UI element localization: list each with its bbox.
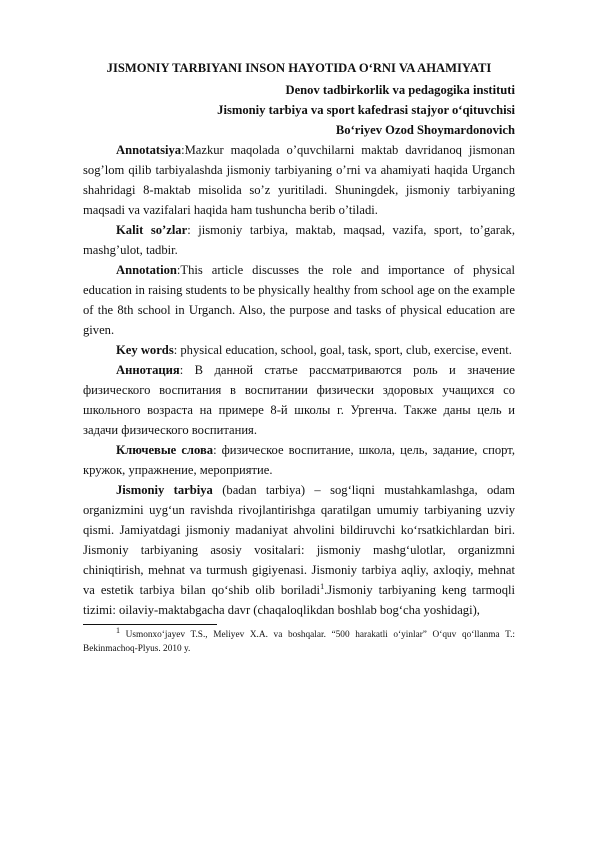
footnote-number: 1 [116, 625, 120, 635]
kalit-paragraph [83, 220, 515, 260]
body-text-end: .Jismoniy tarbiyaning keng tarmoqli tizimi: oilaviy-maktabgacha davr (chaqaloqlikdan boshlab bog‘cha yoshidagi), [83, 583, 516, 617]
klyuchevye-text: : физическое воспитание, школа, цель, задание, спорт, кружок, упражнение, мероприятие. [83, 443, 515, 477]
annotaciya-ru-text: : В данной статье рассматриваются роль и значение физического воспитания в воспитании физически здоровых учащихся со школьного возраста на примере 8-й школы г. Ургенча. Также даны цель и задачи физического воспитания. [83, 363, 515, 437]
keywords-text: : physical education, school, goal, task, sport, club, exercise, event. [173, 343, 512, 357]
keywords-paragraph [83, 340, 515, 360]
annotatsiya-paragraph [83, 140, 515, 220]
body-paragraph [83, 480, 515, 620]
footnote-divider [83, 624, 217, 625]
footnote-reference: 1 [320, 581, 325, 591]
annotation-label: Annotation [116, 263, 177, 277]
klyuchevye-paragraph [83, 440, 515, 480]
kalit-text: : jismoniy tarbiya, maktab, maqsad, vazifa, sport, to’garak, mashg’ulot, tadbir. [83, 223, 515, 257]
affiliation-institute: Denov tadbirkorlik va pedagogika instituti [285, 83, 515, 97]
keywords-label: Key words [116, 343, 174, 357]
annotation-paragraph [83, 260, 515, 340]
annotatsiya-label: Annotatsiya [116, 143, 182, 157]
klyuchevye-label: Ключевые слова [116, 443, 214, 457]
annotation-text: :This article discusses the role and importance of physical education in raising students to be physically healthy from school age on the example of the 8th school in Urganch. Also, the purpose and tasks of physical education are given. [83, 263, 515, 337]
author-name: Bo‘riyev Ozod Shoymardonovich [335, 123, 515, 137]
footnote-text: Usmonxo‘jayev T.S., Meliyev X.A. va boshqalar. “500 harakatli o‘yinlar” O‘quv qo‘llanma T.: Bekinmachoq-Plyus. 2010 y. [83, 630, 515, 654]
annotaciya-ru-label: Аннотация [116, 363, 180, 377]
article-title: JISMONIY TARBIYANI INSON HAYOTIDA O‘RNI VA AHAMIYATI [106, 61, 492, 75]
affiliation-department: Jismoniy tarbiya va sport kafedrasi stajyor o‘qituvchisi [217, 103, 515, 117]
annotatsiya-text: :Mazkur maqolada o’quvchilarni maktab davridanoq jismonan sog’lom qilib tarbiyalashda jismoniy tarbiyaning o’rni va ahamiyati haqida Urganch shahridagi 8-maktab misolida so’z yuritiladi. Shuningdek, jismoniy tarbiyaning maqsadi va vazifalari haqida ham tushuncha berib o’tiladi. [83, 143, 515, 217]
document-page [83, 58, 515, 656]
kalit-label: Kalit so’zlar [116, 223, 188, 237]
body-term: Jismoniy tarbiya [116, 483, 213, 497]
footnote [83, 625, 515, 656]
body-text-start: (badan tarbiya) – sog‘liqni mustahkamlashga, odam organizmini uyg‘un ravishda rivojlantirishga qaratilgan umumiy tarbiyaning uzviy qismi. Jamiyatdagi jismoniy madaniyat ahvolini bildiruvchi ko‘rsatkichlardan biri. Jismoniy tarbiyaning asosiy vositalari: jismoniy mashg‘ulotlar, organizmni chiniqtirish, mehnat va turmush gigiyenasi. Jismoniy tarbiya aqliy, axloqiy, mehnat va estetik tarbiya bilan qo‘shib olib boriladi [83, 483, 515, 597]
annotaciya-ru-paragraph [83, 360, 515, 440]
